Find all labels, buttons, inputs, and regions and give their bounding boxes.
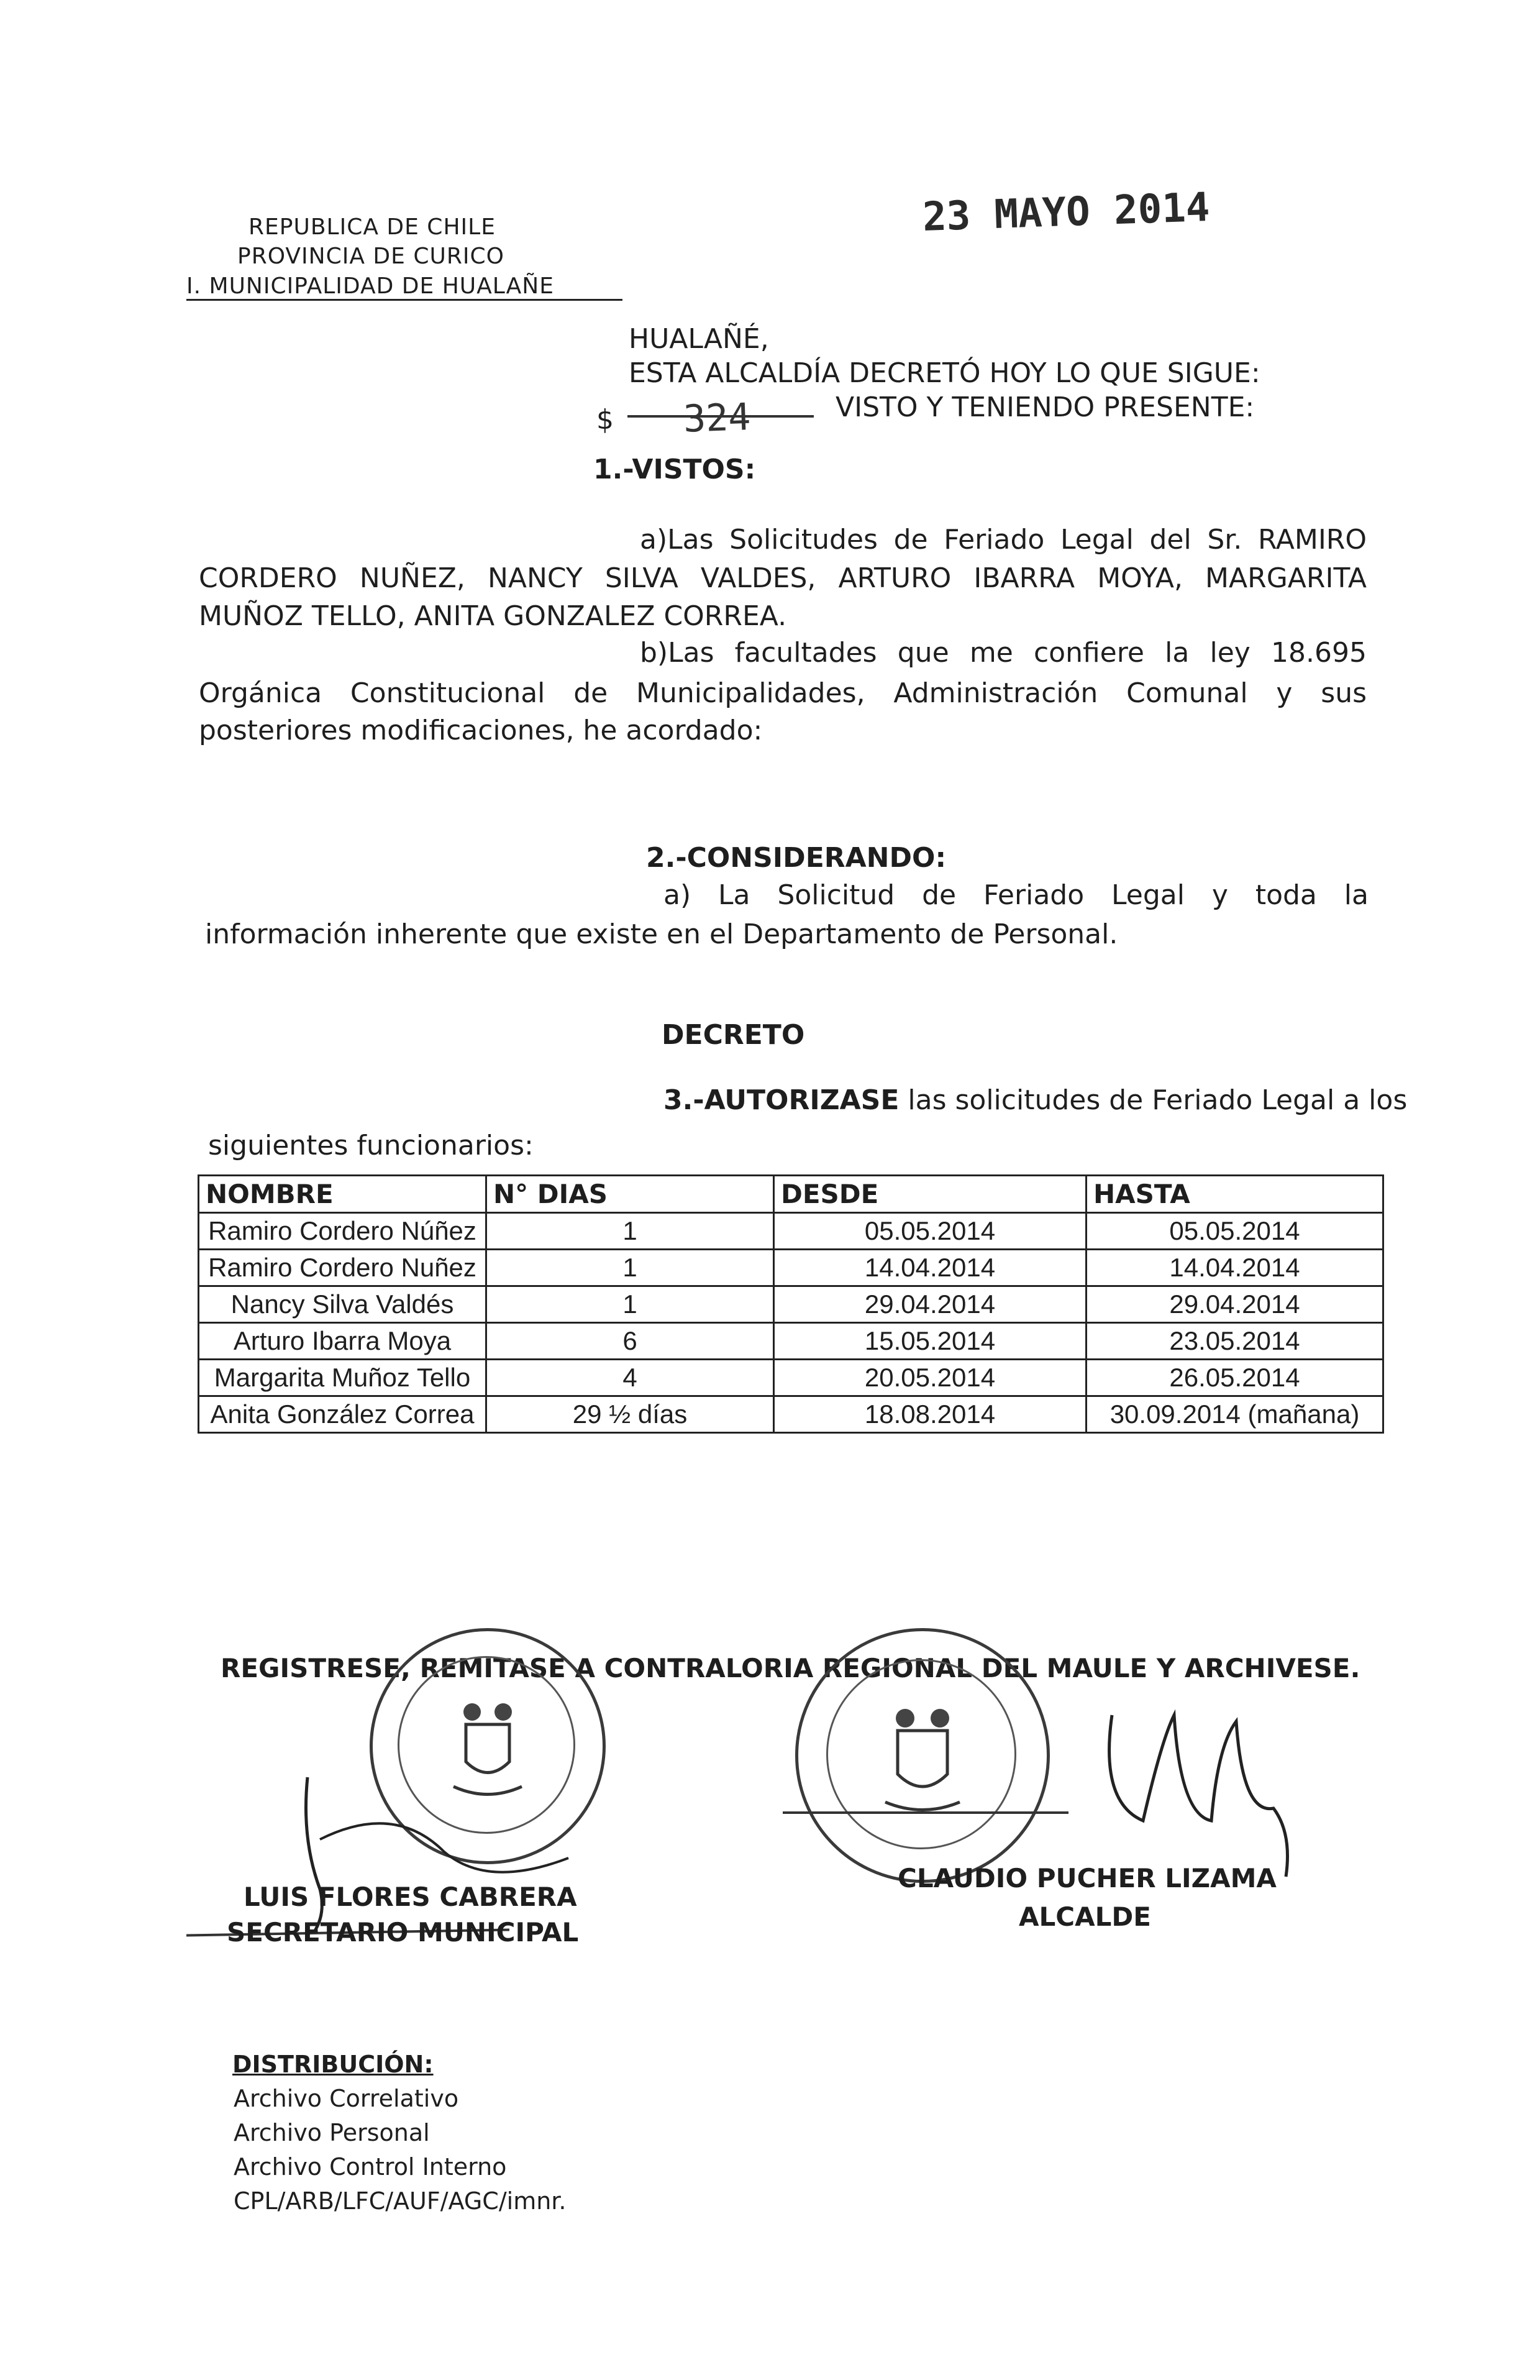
header-province: PROVINCIA DE CURICO	[237, 244, 504, 269]
alcalde-title: ALCALDE	[1019, 1902, 1151, 1932]
alcalde-signature-icon	[1087, 1678, 1311, 1889]
alcalde-name: CLAUDIO PUCHER LIZAMA	[898, 1863, 1277, 1893]
distribucion-item: Archivo Personal	[234, 2119, 430, 2146]
decree-line: ESTA ALCALDÍA DECRETÓ HOY LO QUE SIGUE:	[629, 357, 1260, 389]
vistos-a-line1: a)Las Solicitudes de Feriado Legal del Sr. RAMIRO	[640, 524, 1367, 556]
cell-desde: 18.08.2014	[774, 1396, 1087, 1433]
number-prefix-mark: $	[596, 404, 614, 436]
table-row	[199, 1360, 1383, 1396]
secretario-signature-icon	[283, 1765, 606, 1939]
distribucion-item: CPL/ARB/LFC/AUF/AGC/imnr.	[234, 2187, 567, 2215]
vistos-b-line1: b)Las facultades que me confiere la ley 18.695	[640, 637, 1367, 669]
table-row	[199, 1213, 1383, 1250]
cell-desde: 29.04.2014	[774, 1286, 1087, 1323]
secretario-name: LUIS FLORES CABRERA	[244, 1882, 577, 1912]
distribucion-item: Archivo Correlativo	[234, 2085, 459, 2112]
cell-dias: 6	[486, 1323, 774, 1360]
cell-desde: 05.05.2014	[774, 1213, 1087, 1250]
alcalde-signature-line	[783, 1811, 1068, 1814]
table-row	[199, 1250, 1383, 1286]
cell-nombre: Arturo Ibarra Moya	[199, 1323, 486, 1360]
cell-dias: 1	[486, 1250, 774, 1286]
header-municipality: I. MUNICIPALIDAD DE HUALAÑE	[186, 273, 622, 301]
closing-line: REGISTRESE, REMITASE A CONTRALORIA REGIONAL DEL MAULE Y ARCHIVESE.	[221, 1653, 1360, 1683]
table-row	[199, 1286, 1383, 1323]
col-header-hasta: HASTA	[1087, 1176, 1383, 1213]
cell-nombre: Anita González Correa	[199, 1396, 486, 1433]
col-header-desde: DESDE	[774, 1176, 1087, 1213]
cell-hasta: 26.05.2014	[1087, 1360, 1383, 1396]
cell-nombre: Ramiro Cordero Núñez	[199, 1213, 486, 1250]
col-header-dias: N° DIAS	[486, 1176, 774, 1213]
table-row	[199, 1396, 1383, 1433]
visto-line: VISTO Y TENIENDO PRESENTE:	[836, 391, 1255, 423]
cell-desde: 20.05.2014	[774, 1360, 1087, 1396]
cell-nombre: Ramiro Cordero Nuñez	[199, 1250, 486, 1286]
cell-hasta: 29.04.2014	[1087, 1286, 1383, 1323]
cell-hasta: 30.09.2014 (mañana)	[1087, 1396, 1383, 1433]
city-label: HUALAÑÉ,	[629, 323, 769, 355]
cell-dias: 29 ½ días	[486, 1396, 774, 1433]
col-header-nombre: NOMBRE	[199, 1176, 486, 1213]
cell-dias: 1	[486, 1213, 774, 1250]
decreto-heading: DECRETO	[662, 1019, 805, 1051]
distribucion-item: Archivo Control Interno	[234, 2153, 507, 2181]
cell-desde: 15.05.2014	[774, 1323, 1087, 1360]
employees-table	[198, 1174, 1384, 1434]
vistos-heading: 1.-VISTOS:	[593, 454, 756, 485]
cell-nombre: Margarita Muñoz Tello	[199, 1360, 486, 1396]
considerando-a-line2: información inherente que existe en el Departamento de Personal.	[205, 918, 1118, 950]
considerando-a-line1: a) La Solicitud de Feriado Legal y toda la	[663, 879, 1369, 911]
table-header-row	[199, 1176, 1383, 1213]
cell-hasta: 05.05.2014	[1087, 1213, 1383, 1250]
cell-hasta: 14.04.2014	[1087, 1250, 1383, 1286]
decreto-article	[663, 1084, 1407, 1116]
decree-number: 324	[682, 395, 752, 441]
vistos-a-line3: MUÑOZ TELLO, ANITA GONZALEZ CORREA.	[199, 600, 787, 632]
vistos-b-line3: posteriores modificaciones, he acordado:	[199, 715, 763, 746]
decreto-article-number: 3.-AUTORIZASE	[663, 1084, 900, 1116]
table-row	[199, 1323, 1383, 1360]
alcalde-seal	[795, 1628, 1050, 1883]
coat-of-arms-icon	[798, 1631, 1047, 1880]
cell-nombre: Nancy Silva Valdés	[199, 1286, 486, 1323]
cell-desde: 14.04.2014	[774, 1250, 1087, 1286]
cell-dias: 4	[486, 1360, 774, 1396]
vistos-b-line2: Orgánica Constitucional de Municipalidades, Administración Comunal y sus	[199, 677, 1367, 709]
cell-dias: 1	[486, 1286, 774, 1323]
decreto-line2: siguientes funcionarios:	[208, 1130, 534, 1161]
vistos-a-line2: CORDERO NUÑEZ, NANCY SILVA VALDES, ARTURO IBARRA MOYA, MARGARITA	[199, 562, 1367, 594]
distribucion-heading: DISTRIBUCIÓN:	[232, 2051, 434, 2078]
secretario-title: SECRETARIO MUNICIPAL	[227, 1917, 579, 1947]
cell-hasta: 23.05.2014	[1087, 1323, 1383, 1360]
considerando-heading: 2.-CONSIDERANDO:	[646, 842, 947, 874]
date-stamp: 23 MAYO 2014	[921, 184, 1211, 241]
decreto-article-text: las solicitudes de Feriado Legal a los	[899, 1084, 1408, 1116]
header-republic: REPUBLICA DE CHILE	[248, 214, 496, 240]
